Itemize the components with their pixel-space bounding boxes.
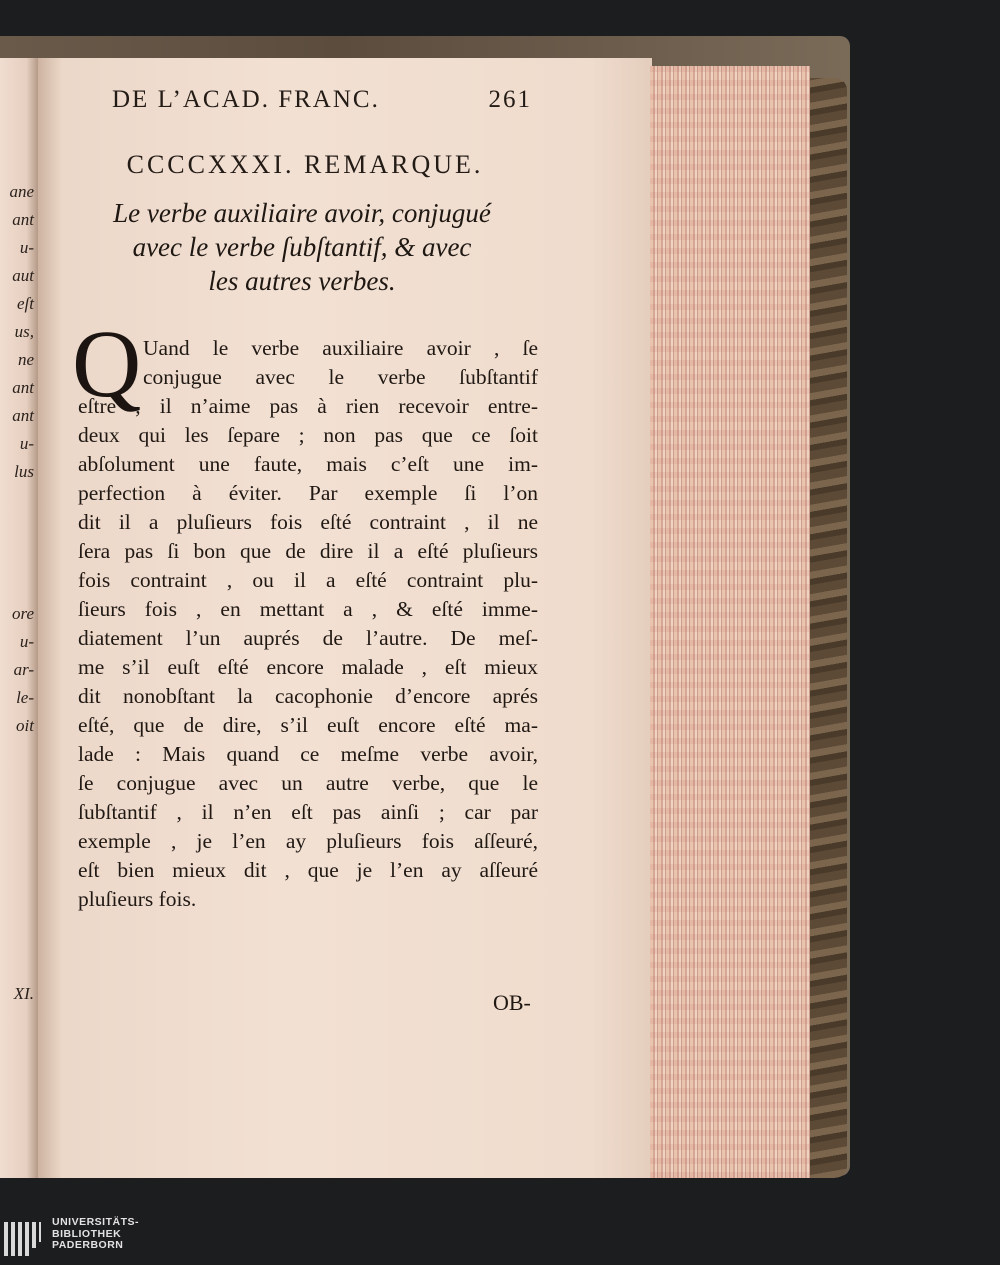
page-edges: [650, 66, 810, 1178]
body-line: lade : Mais quand ce meſme verbe avoir,: [78, 742, 538, 766]
library-name-line: BIBLIOTHEK: [52, 1227, 122, 1240]
left-page-fragment: ane: [9, 182, 34, 201]
left-page-edge: [0, 58, 38, 1178]
remark-subtitle: [62, 196, 542, 298]
drop-cap: Q: [72, 310, 142, 417]
library-name-line: PADERBORN: [52, 1239, 124, 1251]
body-line: eſt bien mieux dit , que je l’en ay aſſeuré: [78, 858, 538, 882]
subtitle-line: avec le verbe ſubſtantif, & avec: [132, 232, 472, 262]
body-line: dit il a pluſieurs fois eſté contraint , il ne: [78, 510, 538, 534]
body-line: perfection à éviter. Par exemple ſi l’on: [78, 481, 538, 505]
body-line: ſubſtantif , il n’en eſt pas ainſi ; car par: [78, 800, 538, 824]
remark-heading: CCCCXXXI. REMARQUE.: [126, 150, 484, 179]
body-line: deux qui les ſepare ; non pas que ce ſoit: [78, 423, 538, 447]
body-line: fois contraint , ou il a eſté contraint plu-: [78, 568, 538, 592]
left-page-fragment: eſt: [17, 294, 34, 313]
left-page-fragment: us,: [14, 322, 34, 341]
body-line: exemple , je l’en ay pluſieurs fois aſſeuré,: [78, 829, 538, 853]
body-line: abſolument une faute, mais c’eſt une im-: [78, 452, 538, 476]
left-page-fragment: ant: [12, 210, 34, 229]
left-page-fragment: oit: [16, 716, 34, 735]
body-line: Uand le verbe auxiliaire avoir , ſe: [143, 336, 538, 360]
body-line: ſera pas ſi bon que de dire il a eſté pluſieurs: [78, 539, 538, 563]
body-line: pluſieurs fois.: [78, 887, 197, 911]
library-name: [52, 1217, 139, 1252]
left-page-fragment: ant: [12, 378, 34, 397]
left-page-fragment: ore: [11, 604, 34, 623]
body-line: dit nonobſtant la cacophonie d’encore aprés: [78, 684, 538, 708]
body-line: eſté, que de dire, s’il euſt encore eſté ma-: [78, 713, 538, 737]
left-page-fragment: ant: [12, 406, 34, 425]
body-line: me s’il euſt eſté encore malade , eſt mieux: [78, 655, 538, 679]
left-page-fragment: aut: [12, 266, 34, 285]
left-page-fragment: u-: [19, 434, 34, 453]
left-page-fragment: u-: [19, 238, 34, 257]
subtitle-line: les autres verbes.: [208, 266, 396, 296]
library-name-line: UNIVERSITÄTS-: [52, 1216, 140, 1228]
body-line: ſieurs fois , en mettant a , & eſté imme-: [78, 597, 538, 621]
body-line: eſtre , il n’aime pas à rien recevoir entre-: [78, 394, 538, 418]
left-page-fragment: XI.: [13, 984, 34, 1003]
catchword: OB-: [493, 990, 531, 1015]
left-page-fragment: lus: [14, 462, 34, 481]
body-line: conjugue avec le verbe ſubſtantif: [143, 365, 538, 389]
left-page-fragment: ne: [17, 350, 34, 369]
page-number: 261: [488, 86, 532, 113]
body-line: diatement l’un auprés de l’autre. De meſ-: [78, 626, 538, 650]
left-page-fragment: le-: [16, 688, 34, 707]
library-footer: [0, 1216, 1000, 1265]
left-page-fragment: ar-: [13, 660, 34, 679]
running-title: DE L’ACAD. FRANC.: [112, 86, 380, 113]
left-page-fragment: u-: [19, 632, 34, 651]
subtitle-line: Le verbe auxiliaire avoir, conjugué: [113, 198, 491, 228]
body-line: ſe conjugue avec un autre verbe, que le: [78, 771, 538, 795]
